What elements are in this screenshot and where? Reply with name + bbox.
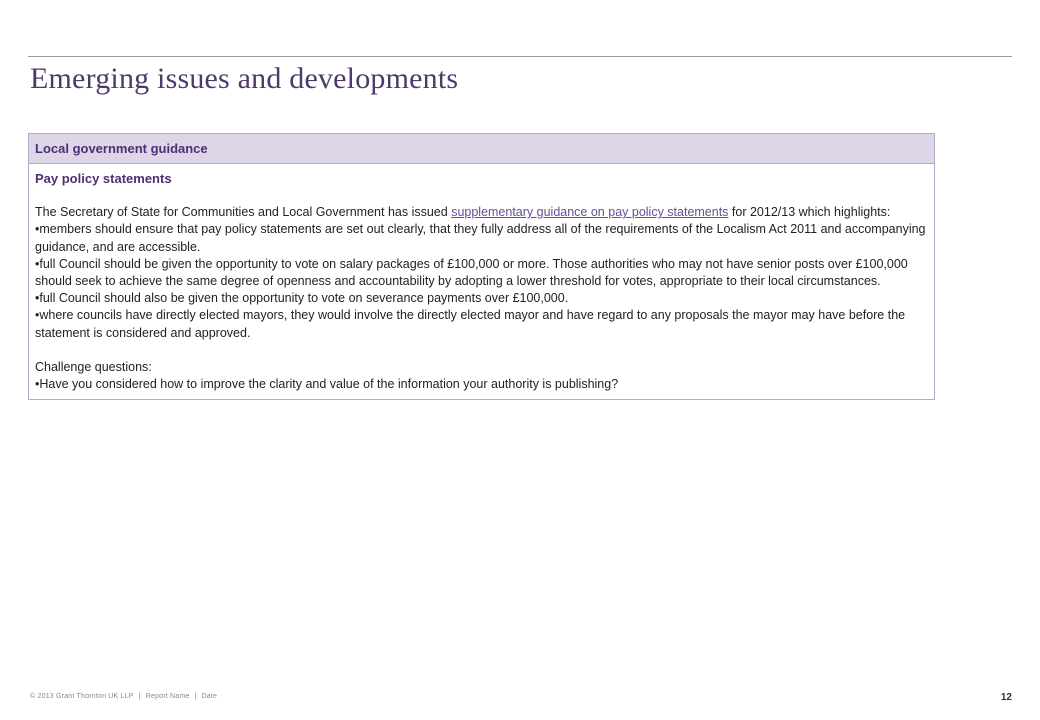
page-number: 12 — [1000, 692, 1012, 703]
footer-copyright: © 2013 Grant Thornton UK LLP — [30, 693, 134, 700]
intro-text-end: for 2012/13 which highlights: — [728, 205, 891, 220]
footer-date: Date — [201, 693, 218, 700]
footer-separator: | — [138, 693, 141, 700]
highlights-list — [35, 221, 928, 341]
box-header: Local government guidance — [29, 134, 934, 164]
footer-report-name: Report Name — [145, 693, 190, 700]
list-item: •members should ensure that pay policy statements are set out clearly, that they fully address all of the requirements of the Localism Act 2011 and accompanying guidance, and are accessible. — [35, 222, 926, 254]
intro-text: The Secretary of State for Communities and Local Government has issued — [35, 205, 452, 220]
list-item: •full Council should also be given the opportunity to vote on severance payments over £100,000. — [35, 291, 569, 306]
footer — [30, 693, 217, 700]
footer-separator: | — [194, 693, 197, 700]
list-item: •where councils have directly elected mayors, they would involve the directly elected mayor and have regard to any proposals the mayor may have before the statement is considered and approved. — [35, 308, 906, 340]
challenge-list — [35, 376, 928, 393]
list-item: •full Council should be given the opportunity to vote on salary packages of £100,000 or more. Those authorities who may not have senior posts over £100,000 should seek to achieve the same degree of openness and accountability by adopting a lower threshold for votes, appropriate to their local circumstances. — [35, 256, 908, 289]
intro-paragraph — [35, 204, 928, 221]
guidance-link[interactable]: supplementary guidance on pay policy statements — [451, 205, 729, 220]
section-heading: Pay policy statements — [35, 171, 172, 186]
list-item: •Have you considered how to improve the clarity and value of the information your authority is publishing? — [35, 377, 619, 392]
spacer — [35, 187, 928, 204]
page-title: Emerging issues and developments — [30, 62, 459, 95]
guidance-box — [28, 133, 935, 400]
title-divider — [28, 56, 1012, 57]
challenge-label: Challenge questions: — [35, 359, 152, 374]
spacer — [35, 342, 928, 359]
box-body — [29, 164, 934, 399]
